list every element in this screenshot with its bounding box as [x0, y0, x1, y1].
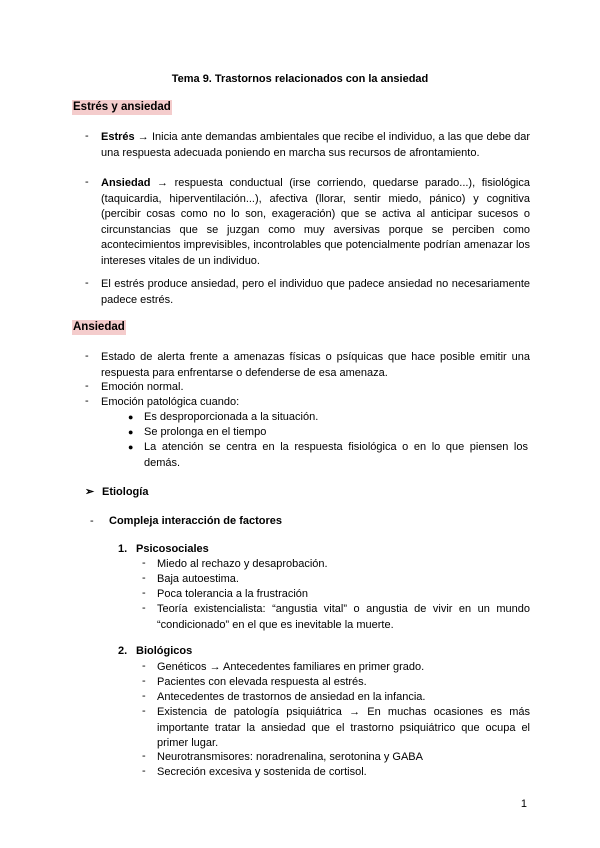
- list-item-text: Miedo al rechazo y desaprobación.: [157, 558, 328, 570]
- list-item-miedo-rechazo: [142, 557, 530, 573]
- list-item-emocion-normal: [85, 380, 530, 396]
- dash-marker: -: [142, 765, 146, 777]
- list-item-estres-produce-ansiedad: [85, 277, 530, 308]
- dash-marker: -: [85, 350, 89, 362]
- list-item-text: Emoción normal.: [101, 381, 184, 393]
- list-item-emocion-patologica: [85, 395, 530, 411]
- dash-marker: -: [142, 675, 146, 687]
- dash-marker: -: [85, 380, 89, 392]
- list-item-text: Secreción excesiva y sostenida de cortisol.: [157, 766, 367, 778]
- heading-etiologia: [85, 485, 148, 498]
- bullet-item-desproporcionada: [128, 410, 528, 426]
- definition-ansiedad: → respuesta conductual (irse corriendo, quedarse parado...), fisiológica (taquicardia, hiperventilación...), afectiva (llorar, sentir miedo, pánico) y cognitiva (percibir cosas como no lo son, exageración) que se activa al anticipar sucesos o circunstancias que se juzgan como muy aversivas porque se perciben como acontecimientos imprevisibles, incontrolables que potencialmente podrían amenazar los intereses vitales de un individuo.: [101, 177, 530, 267]
- group-label: Biológicos: [136, 645, 193, 657]
- list-item-text: Pacientes con elevada respuesta al estrés.: [157, 676, 367, 688]
- definition-estres: → Inicia ante demandas ambientales que recibe el individuo, a las que debe dar una respuesta adecuada poniendo en marcha sus recursos de afrontamiento.: [101, 131, 530, 159]
- bullet-text: Se prolonga en el tiempo: [144, 426, 267, 438]
- list-item-pacientes-estres: [142, 675, 530, 691]
- section-heading-estres-ansiedad: Estrés y ansiedad: [73, 101, 171, 113]
- list-item-baja-autoestima: [142, 572, 530, 588]
- bullet-item-atencion: [128, 440, 528, 471]
- dash-marker: -: [85, 395, 89, 407]
- dash-marker: -: [142, 690, 146, 702]
- list-item-teoria-existencialista: [142, 602, 530, 633]
- dash-marker: -: [90, 515, 94, 527]
- list-item-text: Neurotransmisores: noradrenalina, serotonina y GABA: [157, 751, 423, 763]
- bullet-marker: ●: [128, 412, 134, 422]
- list-item-patologia-psiquiatrica: [142, 705, 530, 752]
- list-item-text: Estado de alerta frente a amenazas físicas o psíquicas que hace posible emitir una respuesta para enfrentarse o defenderse de esa amenaza.: [101, 351, 530, 379]
- subheading-compleja-interaccion: [90, 515, 282, 527]
- list-item-text: Poca tolerancia a la frustración: [157, 588, 309, 600]
- bullet-text: Es desproporcionada a la situación.: [144, 411, 319, 423]
- arrow-marker-icon: ➢: [85, 486, 95, 498]
- subheading-label: Compleja interacción de factores: [109, 515, 282, 527]
- dash-marker: -: [85, 176, 89, 188]
- list-item-poca-tolerancia: [142, 587, 530, 603]
- list-item-estres: [85, 130, 530, 161]
- dash-marker: -: [142, 572, 146, 584]
- bullet-text: La atención se centra en la respuesta fisiológica o en lo que piensen los demás.: [144, 441, 528, 469]
- bullet-marker: ●: [128, 427, 134, 437]
- dash-marker: -: [142, 557, 146, 569]
- list-item-geneticos: [142, 660, 530, 676]
- page-title: Tema 9. Trastornos relacionados con la ansiedad: [171, 73, 429, 85]
- dash-marker: -: [142, 705, 146, 717]
- section-heading-ansiedad: Ansiedad: [73, 321, 125, 333]
- dash-marker: -: [142, 750, 146, 762]
- group-number: 1.: [118, 543, 128, 555]
- term-estres: Estrés: [101, 131, 135, 143]
- dash-marker: -: [142, 660, 146, 672]
- list-item-text: El estrés produce ansiedad, pero el individuo que padece ansiedad no necesariamente padece estrés.: [101, 278, 530, 306]
- dash-marker: -: [142, 602, 146, 614]
- group-number: 2.: [118, 645, 128, 657]
- list-item-text: Genéticos → Antecedentes familiares en primer grado.: [157, 661, 425, 673]
- dash-marker: -: [85, 130, 89, 142]
- heading-etiologia-label: Etiología: [102, 486, 149, 498]
- list-item-cortisol: [142, 765, 530, 781]
- group-label: Psicosociales: [136, 543, 209, 555]
- group-heading-biologicos: [118, 645, 192, 657]
- dash-marker: -: [142, 587, 146, 599]
- list-item-neurotransmisores: [142, 750, 530, 766]
- group-heading-psicosociales: [118, 543, 209, 555]
- list-item-text: Teoría existencialista: “angustia vital” o angustia de vivir en un mundo “condicionado” en el que es inevitable la muerte.: [157, 603, 530, 631]
- list-item-text: Existencia de patología psiquiátrica → En muchas ocasiones es más importante tratar la ansiedad que el trastorno psiquiátrico que ocupa el primer lugar.: [157, 706, 530, 749]
- list-item-estado-alerta: [85, 350, 530, 381]
- list-item-text: Emoción patológica cuando:: [101, 396, 240, 408]
- term-ansiedad: Ansiedad: [101, 177, 151, 189]
- list-item-text: Baja autoestima.: [157, 573, 239, 585]
- bullet-marker: ●: [128, 442, 134, 452]
- list-item-antecedentes-infancia: [142, 690, 530, 706]
- page-number: 1: [520, 798, 527, 810]
- list-item-ansiedad: [85, 176, 530, 269]
- bullet-item-se-prolonga: [128, 425, 528, 441]
- dash-marker: -: [85, 277, 89, 289]
- list-item-text: Antecedentes de trastornos de ansiedad en la infancia.: [157, 691, 426, 703]
